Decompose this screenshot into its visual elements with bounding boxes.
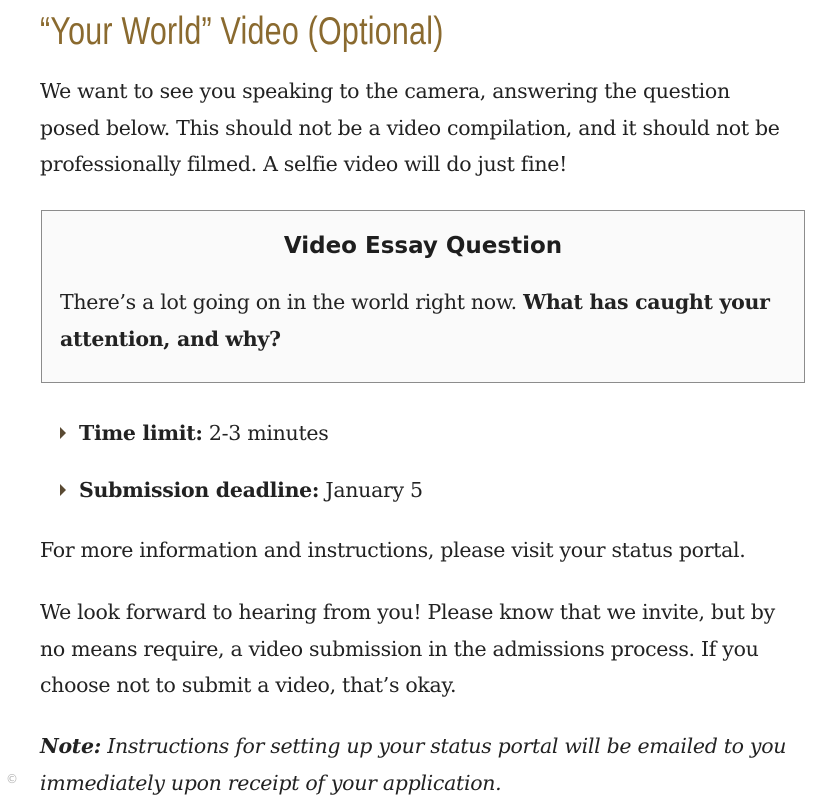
intro-paragraph: We want to see you speaking to the camera, answering the question posed below. This should not be a video compilation, and it should not be professionally filmed. A selfie video will do just fine! (40, 79, 780, 176)
note-label: Note: (40, 734, 101, 758)
detail-label: Submission deadline: (79, 478, 320, 502)
detail-value: January 5 (319, 478, 423, 502)
question-box-heading: Video Essay Question (283, 233, 563, 259)
triangle-bullet-icon (60, 484, 66, 496)
detail-time-limit (58, 414, 423, 471)
question-text-plain: There’s a lot going on in the world right now. (60, 290, 524, 314)
triangle-bullet-icon (60, 427, 66, 439)
detail-label: Time limit: (79, 421, 203, 445)
detail-value: 2-3 minutes (202, 421, 329, 445)
more-info-paragraph: For more information and instructions, please visit your status portal. (40, 538, 746, 562)
question-text-bold: What has caught your attention, and why? (60, 290, 770, 351)
page-title: “Your World” Video (Optional) (40, 10, 444, 53)
note-text: Instructions for setting up your status portal will be emailed to you immediately upon receipt of your application. (40, 734, 787, 795)
video-essay-question-box (41, 210, 805, 383)
question-text (60, 284, 780, 358)
detail-submission-deadline (58, 471, 423, 528)
details-list (58, 414, 423, 528)
note-paragraph (40, 728, 800, 801)
watermark-logo: © (6, 772, 18, 786)
forward-paragraph: We look forward to hearing from you! Please know that we invite, but by no means require, a video submission in the admissions process. If you choose not to submit a video, that’s okay. (40, 600, 775, 697)
